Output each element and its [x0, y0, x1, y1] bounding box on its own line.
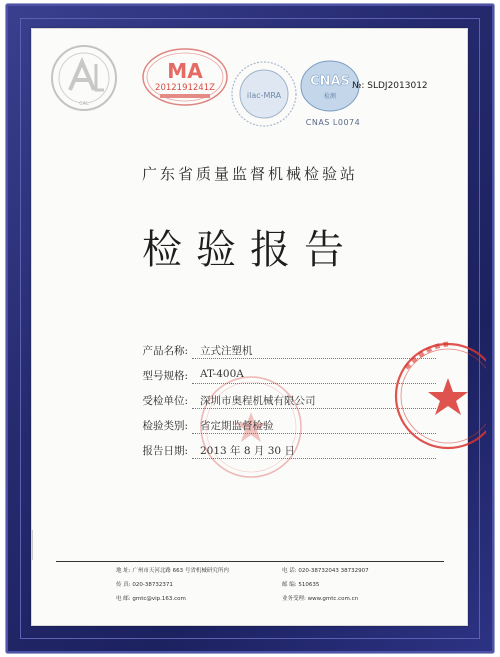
- paper-crease: [32, 530, 33, 560]
- field-value: 立式注塑机: [200, 345, 253, 357]
- ilac-mra-seal-icon: [228, 58, 300, 130]
- footer-divider: [56, 561, 444, 562]
- field-value: 2013 年 8 月 30 日: [200, 445, 295, 457]
- cnas-text: CNAS: [310, 74, 350, 89]
- field-value: AT-400A: [200, 368, 244, 380]
- field-label: 型号规格:: [142, 370, 188, 382]
- field-label: 检验类别:: [142, 420, 188, 432]
- footer-fax: 传 真: 020-38732371: [116, 582, 173, 588]
- right-official-stamp-icon: [386, 338, 486, 458]
- cal-seal-icon: [48, 42, 120, 114]
- ilac-text: ilac-MRA: [246, 91, 282, 100]
- field-underline: [192, 433, 436, 434]
- field-underline: [192, 458, 436, 459]
- cal-text: CAL: [79, 101, 89, 107]
- field-underline: [192, 408, 436, 409]
- footer-website: 业务受理: www.gmtc.com.cn: [282, 596, 359, 602]
- document-title: 检验报告: [142, 227, 358, 273]
- cnas-sub: 检测: [323, 93, 337, 100]
- footer-email: 电 邮: gmtc@vip.163.com: [116, 596, 186, 602]
- field-label: 受检单位:: [142, 395, 188, 407]
- report-number: №: SLDJ2013012: [352, 81, 428, 91]
- cnas-number: CNAS L0074: [305, 118, 361, 127]
- field-underline: [192, 358, 436, 359]
- field-underline: [192, 383, 436, 384]
- footer-phone: 电 话: 020-38732043 38732907: [282, 568, 369, 574]
- footer-postcode: 邮 编: 510635: [282, 582, 320, 588]
- field-value: 深圳市奥程机械有限公司: [200, 395, 316, 407]
- issuing-station: 广东省质量监督机械检验站: [141, 165, 358, 183]
- cma-number: 2012191241Z: [155, 83, 215, 93]
- cma-text: MA: [167, 59, 203, 83]
- field-label: 产品名称:: [142, 345, 188, 357]
- field-value: 省定期监督检验: [200, 420, 274, 432]
- footer-address: 地 址: 广州市天河北路 663 号省机械研究所内: [116, 568, 229, 574]
- field-label: 报告日期:: [142, 445, 188, 457]
- cma-seal-icon: [140, 46, 230, 108]
